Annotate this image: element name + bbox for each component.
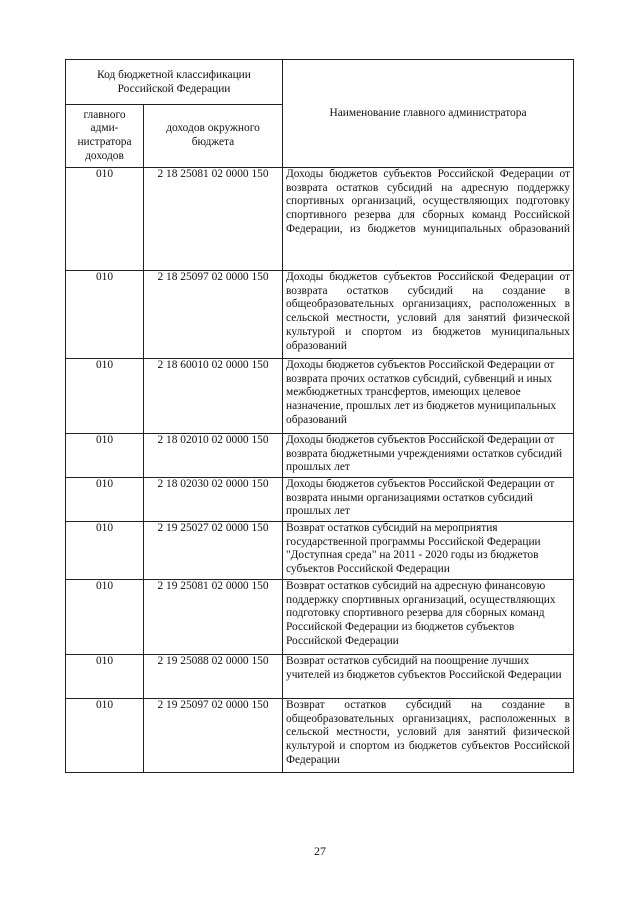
- description-cell: Доходы бюджетов субъектов Российской Федерации от возврата остатков субсидий на создание в общеобразовательных организациях, расположенных в сельской местности, условий для занятий физической культурой и спортом из бюджетов муниципальных образований: [283, 271, 574, 359]
- description-cell: Доходы бюджетов субъектов Российской Федерации от возврата бюджетными учреждениями остатков субсидий прошлых лет: [283, 434, 574, 478]
- income-code-cell: 2 19 25088 02 0000 150: [144, 655, 283, 699]
- header-main-administrator: главного адми-нистратора доходов: [66, 105, 144, 168]
- description-cell: Возврат остатков субсидий на создание в общеобразовательных организациях, расположенных в сельской местности, условий для занятий физической культурой и спортом из бюджетов субъектов Российской Федерации: [283, 699, 574, 773]
- description-cell: Доходы бюджетов субъектов Российской Федерации от возврата прочих остатков субсидий, субвенций и иных межбюджетных трансфертов, имеющих целевое назначение, прошлых лет из бюджетов муниципальных образований: [283, 359, 574, 434]
- table-row: [66, 655, 574, 699]
- description-cell: Возврат остатков субсидий на мероприятия государственной программы Российской Федерации "Доступная среда" на 2011 - 2020 годы из бюджетов субъектов Российской Федерации: [283, 522, 574, 580]
- admin-code-cell: 010: [66, 168, 144, 271]
- budget-classification-table: [65, 59, 574, 773]
- table-row: [66, 580, 574, 655]
- table-row: [66, 522, 574, 580]
- table-row: [66, 168, 574, 271]
- admin-code-cell: 010: [66, 699, 144, 773]
- income-code-cell: 2 18 02010 02 0000 150: [144, 434, 283, 478]
- description-cell: Доходы бюджетов субъектов Российской Федерации от возврата остатков субсидий на адресную поддержку спортивных организаций, осуществляющих подготовку спортивного резерва для сборных команд Российской Федерации, из бюджетов муниципальных образований: [283, 168, 574, 271]
- income-code-cell: 2 19 25081 02 0000 150: [144, 580, 283, 655]
- table-row: [66, 478, 574, 522]
- admin-code-cell: 010: [66, 522, 144, 580]
- table-row: [66, 359, 574, 434]
- header-administrator-name: Наименование главного администратора: [283, 60, 574, 168]
- income-code-cell: 2 19 25027 02 0000 150: [144, 522, 283, 580]
- income-code-cell: 2 18 25081 02 0000 150: [144, 168, 283, 271]
- table-row: [66, 699, 574, 773]
- description-cell: Возврат остатков субсидий на поощрение лучших учителей из бюджетов субъектов Российской Федерации: [283, 655, 574, 699]
- admin-code-cell: 010: [66, 655, 144, 699]
- income-code-cell: 2 18 02030 02 0000 150: [144, 478, 283, 522]
- admin-code-cell: 010: [66, 271, 144, 359]
- table-row: [66, 434, 574, 478]
- income-code-cell: 2 19 25097 02 0000 150: [144, 699, 283, 773]
- page-number: 27: [314, 844, 326, 858]
- header-district-budget-income: доходов окружного бюджета: [144, 105, 283, 168]
- table-row: [66, 271, 574, 359]
- header-budget-code-group: Код бюджетной классификации Российской Федерации: [66, 60, 283, 105]
- description-cell: Доходы бюджетов субъектов Российской Федерации от возврата иными организациями остатков субсидий прошлых лет: [283, 478, 574, 522]
- description-cell: Возврат остатков субсидий на адресную финансовую поддержку спортивных организаций, осуществляющих подготовку спортивного резерва для сборных команд Российской Федерации из бюджетов субъектов Российской Федерации: [283, 580, 574, 655]
- income-code-cell: 2 18 60010 02 0000 150: [144, 359, 283, 434]
- admin-code-cell: 010: [66, 434, 144, 478]
- income-code-cell: 2 18 25097 02 0000 150: [144, 271, 283, 359]
- admin-code-cell: 010: [66, 580, 144, 655]
- admin-code-cell: 010: [66, 478, 144, 522]
- table-header-row-1: [66, 60, 574, 105]
- admin-code-cell: 010: [66, 359, 144, 434]
